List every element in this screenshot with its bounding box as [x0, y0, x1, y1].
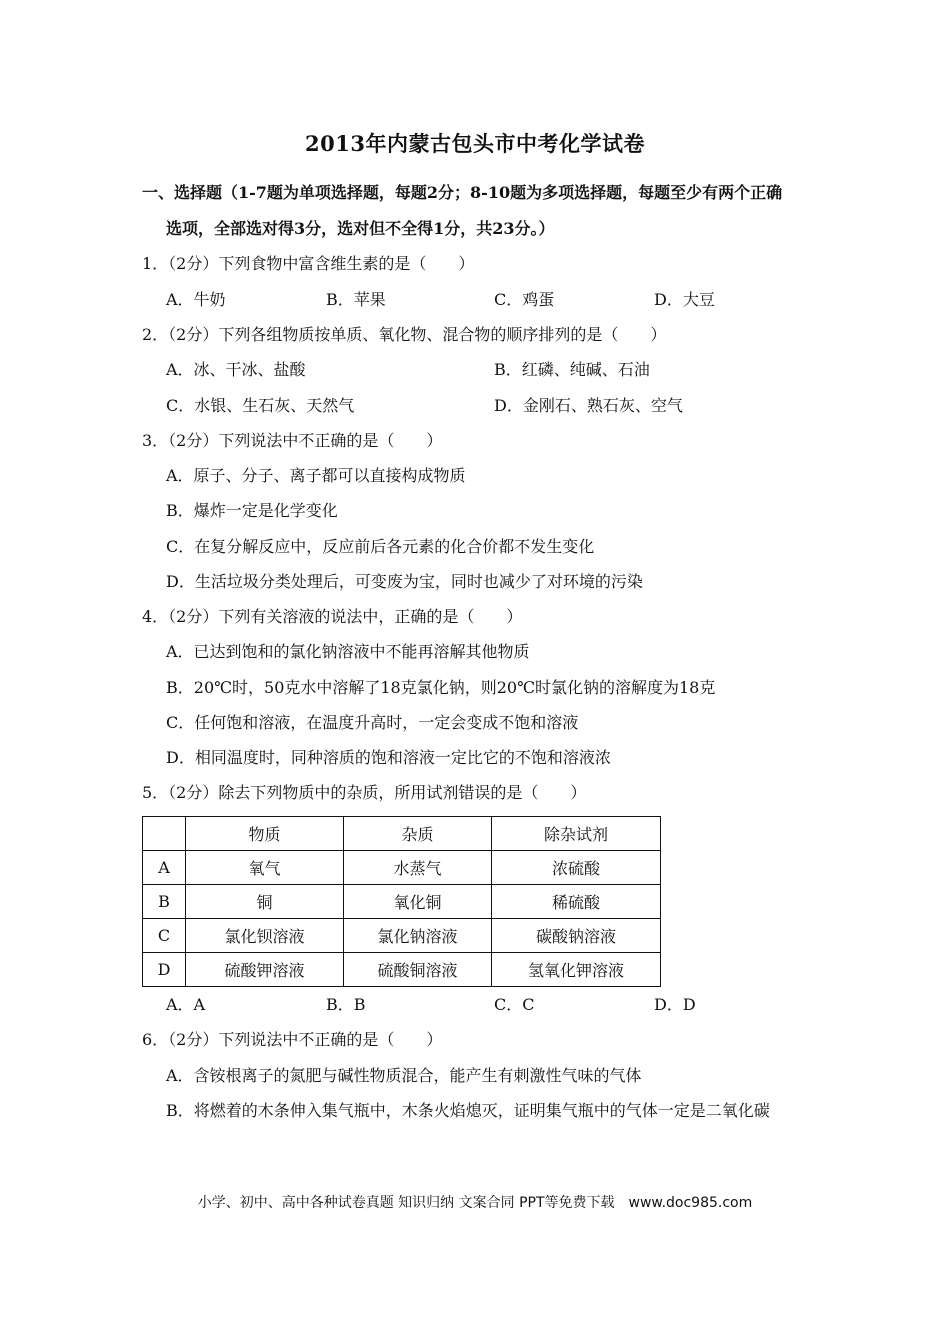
- q3-option-b: B．爆炸一定是化学变化: [166, 501, 338, 520]
- table-cell: C: [143, 919, 186, 953]
- q4-option-d: D．相同温度时，同种溶质的饱和溶液一定比它的不饱和溶液浓: [166, 748, 611, 767]
- q3-option-c: C．在复分解反应中，反应前后各元素的化合价都不发生变化: [166, 537, 595, 556]
- q3-option-d: D．生活垃圾分类处理后，可变废为宝，同时也减少了对环境的污染: [166, 572, 643, 591]
- download-footer: 小学、初中、高中各种试卷真题 知识归纳 文案合同 PPT等免费下载 www.doc985.com: [197, 1195, 753, 1211]
- q1-option-a: A．牛奶: [166, 290, 226, 309]
- table-cell: D: [143, 953, 186, 987]
- q1-option-d: D．大豆: [654, 290, 715, 309]
- table-cell: 碳酸钠溶液: [492, 919, 661, 953]
- question-5-stem: 5．（2分）除去下列物质中的杂质，所用试剂错误的是（ ）: [142, 783, 587, 802]
- table-header-cell: 除杂试剂: [492, 817, 661, 851]
- q2-option-a: A．冰、干冰、盐酸: [166, 360, 306, 379]
- table-row: [143, 953, 661, 987]
- q3-option-a: A．原子、分子、离子都可以直接构成物质: [166, 466, 466, 485]
- question-4-stem: 4．（2分）下列有关溶液的说法中，正确的是（ ）: [142, 607, 523, 626]
- q6-option-b: B．将燃着的木条伸入集气瓶中，木条火焰熄灭，证明集气瓶中的气体一定是二氧化碳: [166, 1101, 770, 1120]
- section-heading-line2: 选项，全部选对得3分，选对但不全得1分，共23分。）: [166, 219, 555, 238]
- question-6-stem: 6．（2分）下列说法中不正确的是（ ）: [142, 1030, 443, 1049]
- table-header-cell: 杂质: [344, 817, 492, 851]
- q4-option-c: C．任何饱和溶液，在温度升高时，一定会变成不饱和溶液: [166, 713, 579, 732]
- table-cell: 铜: [186, 885, 344, 919]
- q5-option-d: D．D: [654, 995, 696, 1014]
- table-header-row: [143, 817, 661, 851]
- table-cell: 硫酸钾溶液: [186, 953, 344, 987]
- table-cell: 浓硫酸: [492, 851, 661, 885]
- table-header-cell: [143, 817, 186, 851]
- q4-option-b: B．20℃时，50克水中溶解了18克氯化钠，则20℃时氯化钠的溶解度为18克: [166, 678, 716, 697]
- section-heading-line1: 一、选择题（1-7题为单项选择题，每题2分；8-10题为多项选择题，每题至少有两个正确: [142, 183, 783, 202]
- q6-option-a: A．含铵根离子的氮肥与碱性物质混合，能产生有刺激性气味的气体: [166, 1066, 642, 1085]
- q5-option-a: A．A: [166, 995, 206, 1014]
- q1-option-b: B．苹果: [326, 290, 386, 309]
- question-1-stem: 1．（2分）下列食物中富含维生素的是（ ）: [142, 254, 475, 273]
- table-cell: A: [143, 851, 186, 885]
- table-cell: 氢氧化钾溶液: [492, 953, 661, 987]
- q2-option-b: B．红磷、纯碱、石油: [494, 360, 650, 379]
- table-cell: 氯化钡溶液: [186, 919, 344, 953]
- table-row: [143, 851, 661, 885]
- q1-option-c: C．鸡蛋: [494, 290, 555, 309]
- table-cell: 稀硫酸: [492, 885, 661, 919]
- q5-option-c: C．C: [494, 995, 535, 1014]
- exam-title: 2013年内蒙古包头市中考化学试卷: [305, 131, 645, 156]
- table-cell: 硫酸铜溶液: [344, 953, 492, 987]
- table-header-cell: 物质: [186, 817, 344, 851]
- table-cell: 水蒸气: [344, 851, 492, 885]
- table-cell: B: [143, 885, 186, 919]
- table-row: [143, 919, 661, 953]
- q2-option-d: D．金刚石、熟石灰、空气: [494, 396, 683, 415]
- q5-reagent-table: [142, 816, 661, 987]
- q2-option-c: C．水银、生石灰、天然气: [166, 396, 355, 415]
- q4-option-a: A．已达到饱和的氯化钠溶液中不能再溶解其他物质: [166, 642, 530, 661]
- table-cell: 氯化钠溶液: [344, 919, 492, 953]
- q5-option-b: B．B: [326, 995, 366, 1014]
- question-3-stem: 3．（2分）下列说法中不正确的是（ ）: [142, 431, 443, 450]
- table-cell: 氧气: [186, 851, 344, 885]
- question-2-stem: 2．（2分）下列各组物质按单质、氧化物、混合物的顺序排列的是（ ）: [142, 325, 667, 344]
- table-cell: 氧化铜: [344, 885, 492, 919]
- table-row: [143, 885, 661, 919]
